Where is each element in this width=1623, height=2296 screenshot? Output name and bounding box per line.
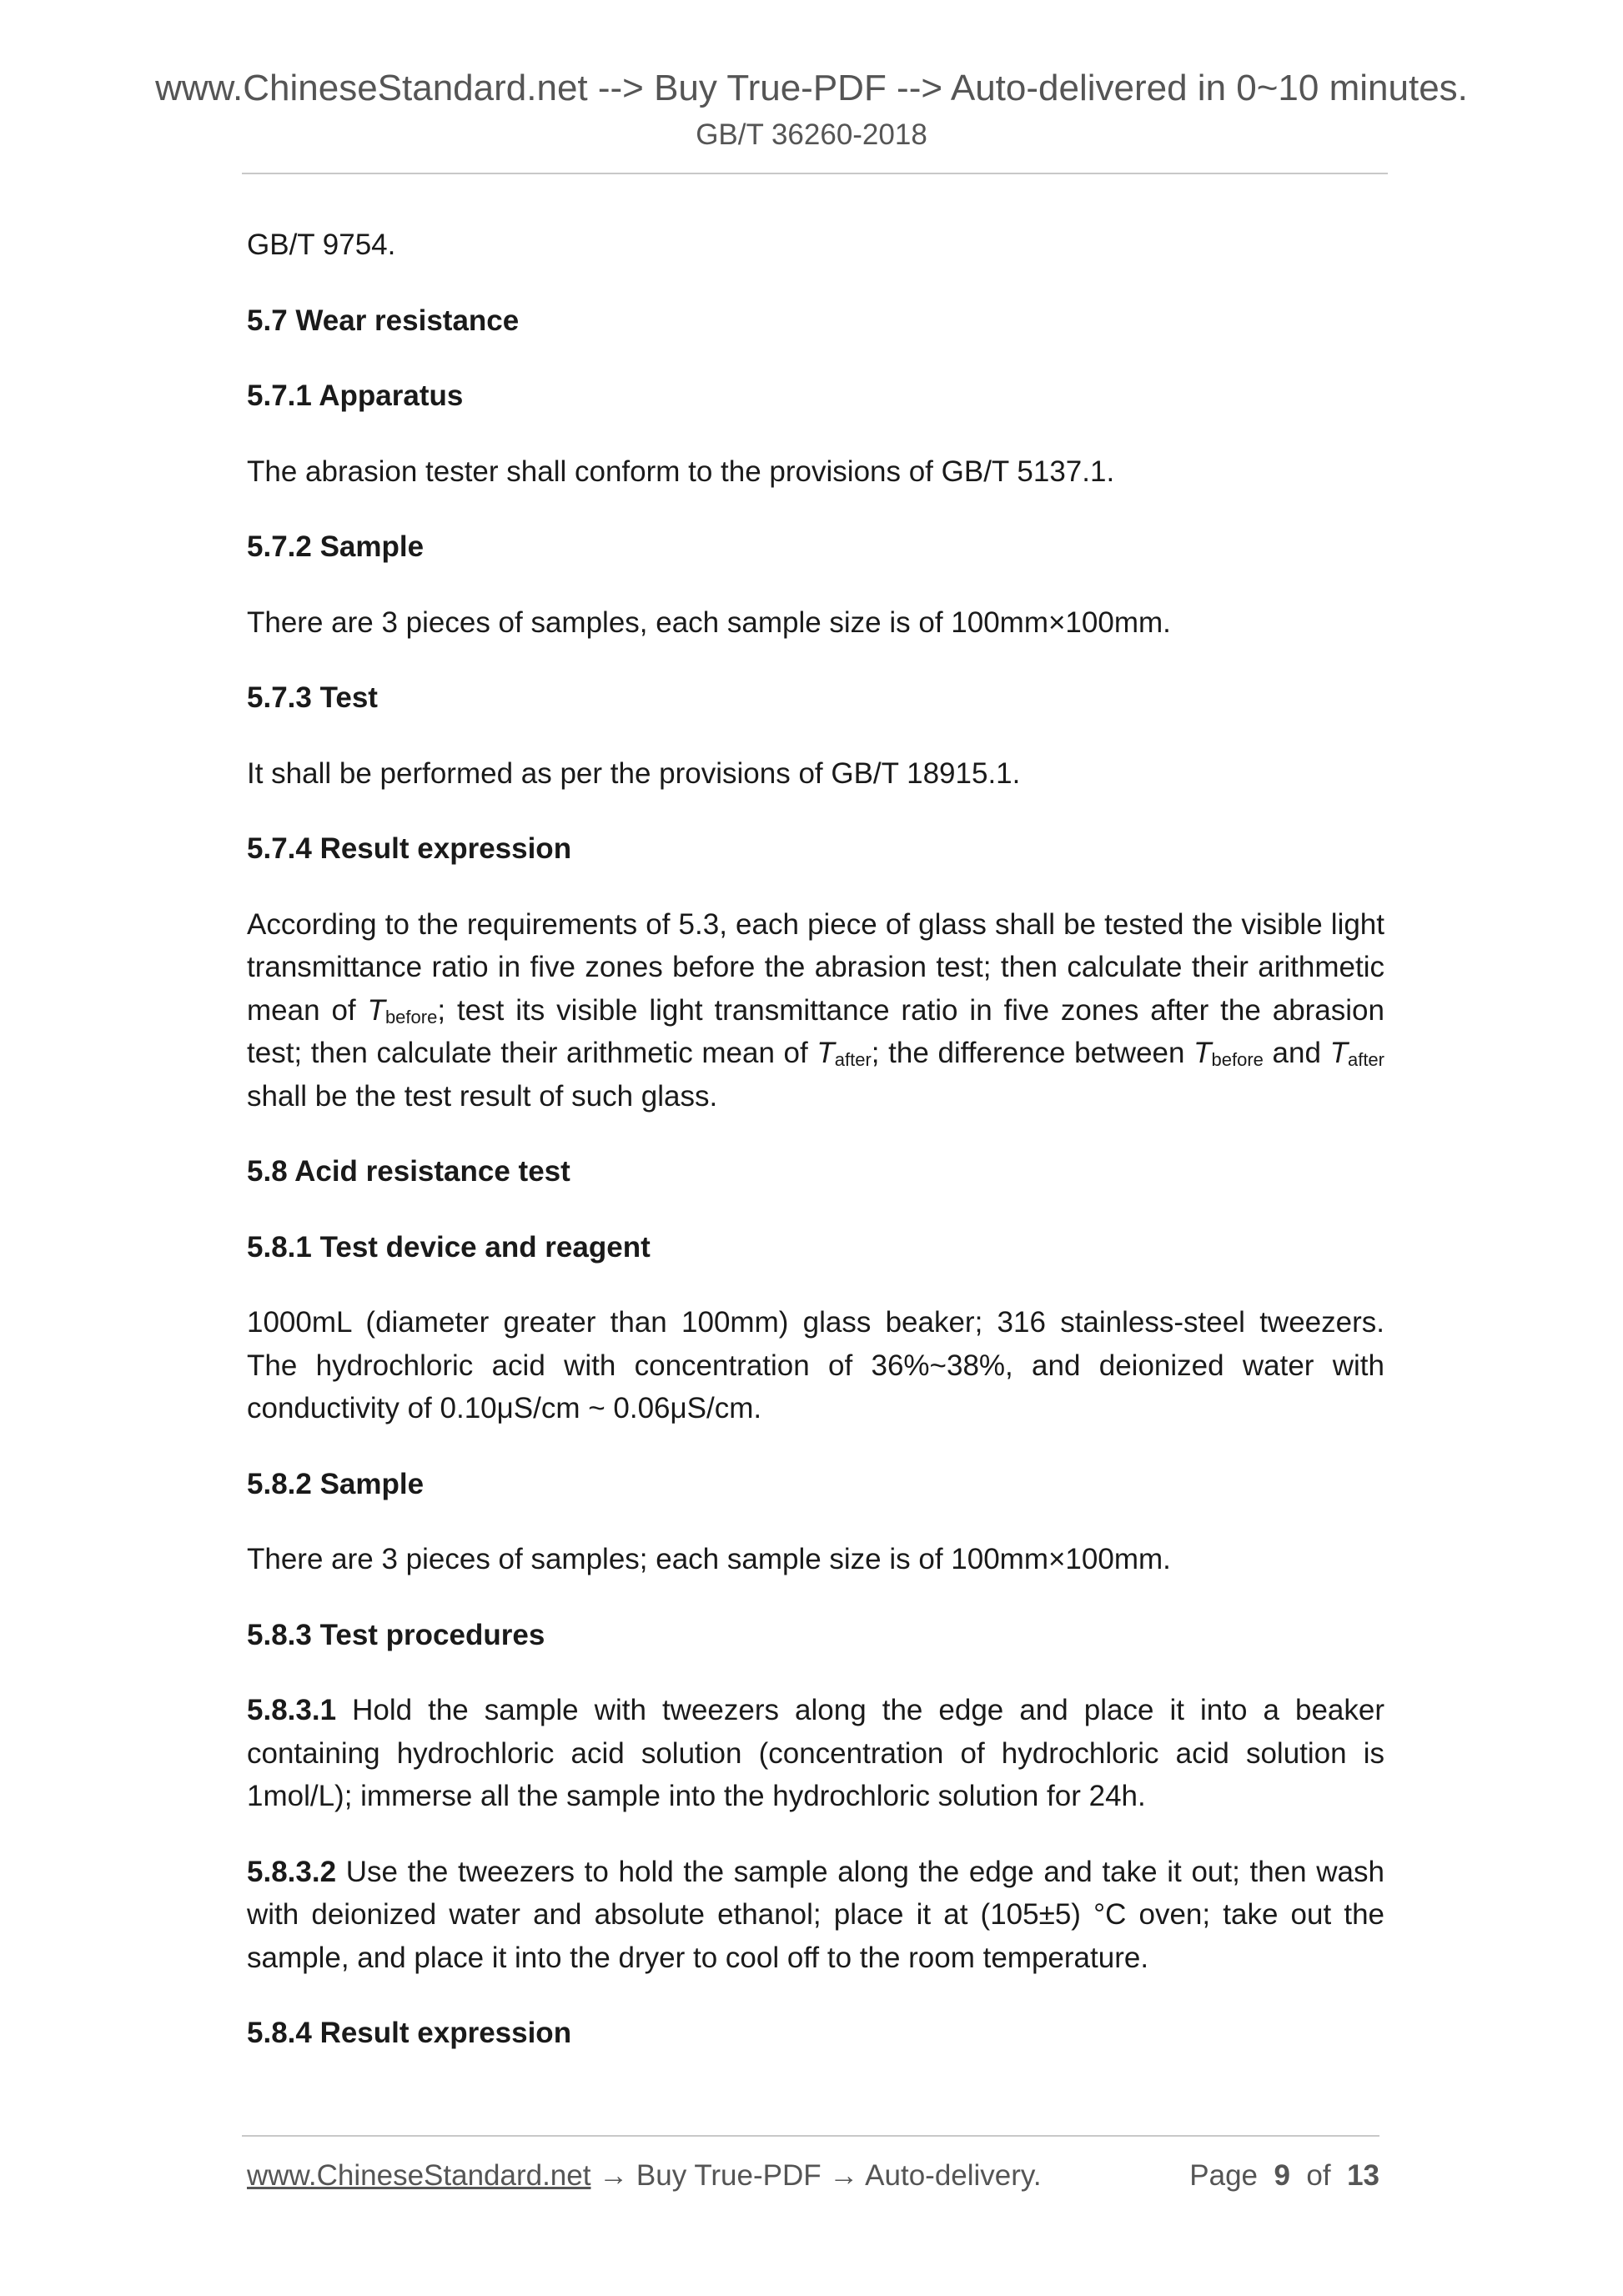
paragraph-5-7-2: There are 3 pieces of samples, each sample size is of 100mm×100mm. [247, 605, 1171, 639]
section-heading-5-8-3: 5.8.3 Test procedures [247, 1618, 545, 1651]
page-body [247, 224, 1384, 2055]
page-number: Page 9 of 13 [1189, 2159, 1379, 2192]
section-heading-5-7-1: 5.7.1 Apparatus [247, 379, 464, 412]
section-heading-5-7-3: 5.7.3 Test [247, 681, 378, 714]
header-banner: www.ChineseStandard.net --> Buy True-PDF --> Auto-delivered in 0~10 minutes. [155, 68, 1468, 108]
section-heading-5-8-4: 5.8.4 Result expression [247, 2017, 572, 2049]
page-footer [247, 2155, 1379, 2197]
document-id: GB/T 36260-2018 [696, 118, 927, 151]
footer-divider [242, 2135, 1379, 2137]
section-heading-5-7: 5.7 Wear resistance [247, 304, 520, 337]
paragraph-5-7-4: According to the requirements of 5.3, each piece of glass shall be tested the visible light transmittance ratio in five zones before the abrasion test; then calculate their arithmetic mean of $T_{before}$; test its visible light transmittance ratio in five zones after the abrasion test; then calculate their arithmetic mean of $T_{after}$; the difference between $T_{before}$ and $T_{after}$ shall be the test result of such glass. [247, 907, 1384, 1113]
section-heading-5-8-1: 5.8.1 Test device and reagent [247, 1230, 651, 1264]
paragraph-5-8-2: There are 3 pieces of samples; each sample size is of 100mm×100mm. [247, 1543, 1171, 1575]
paragraph-5-8-1: 1000mL (diameter greater than 100mm) glass beaker; 316 stainless-steel tweezers. The hydrochloric acid with concentration of 36%~38%, and deionized water with conductivity of 0.10μS/cm ~ 0.06μS/cm. [247, 1306, 1384, 1424]
section-heading-5-7-2: 5.7.2 Sample [247, 530, 425, 563]
header-divider [242, 173, 1388, 174]
paragraph-continuation: GB/T 9754. [247, 229, 396, 261]
section-heading-5-7-4: 5.7.4 Result expression [247, 832, 572, 865]
paragraph-5-7-3: It shall be performed as per the provisions of GB/T 18915.1. [247, 756, 1021, 790]
footer-text: → Buy True-PDF → Auto-delivery. [590, 2159, 1042, 2192]
footer-link[interactable]: www.ChineseStandard.net [247, 2159, 591, 2192]
section-heading-5-8-2: 5.8.2 Sample [247, 1467, 425, 1500]
section-heading-5-8: 5.8 Acid resistance test [247, 1155, 570, 1188]
paragraph-5-7-1: The abrasion tester shall conform to the provisions of GB/T 5137.1. [247, 455, 1115, 488]
paragraph-5-8-3-2: 5.8.3.2 Use the tweezers to hold the sample along the edge and take it out; then wash with deionized water and absolute ethanol; place it at (105±5) °C oven; take out the sample, and place it into the dryer to cool off to the room temperature. [247, 1855, 1384, 1974]
paragraph-5-8-3-1: 5.8.3.1 Hold the sample with tweezers along the edge and place it into a beaker containing hydrochloric acid solution (concentration of hydrochloric acid solution is 1mol/L); immerse all the sample into the hydrochloric solution for 24h. [247, 1694, 1384, 1812]
